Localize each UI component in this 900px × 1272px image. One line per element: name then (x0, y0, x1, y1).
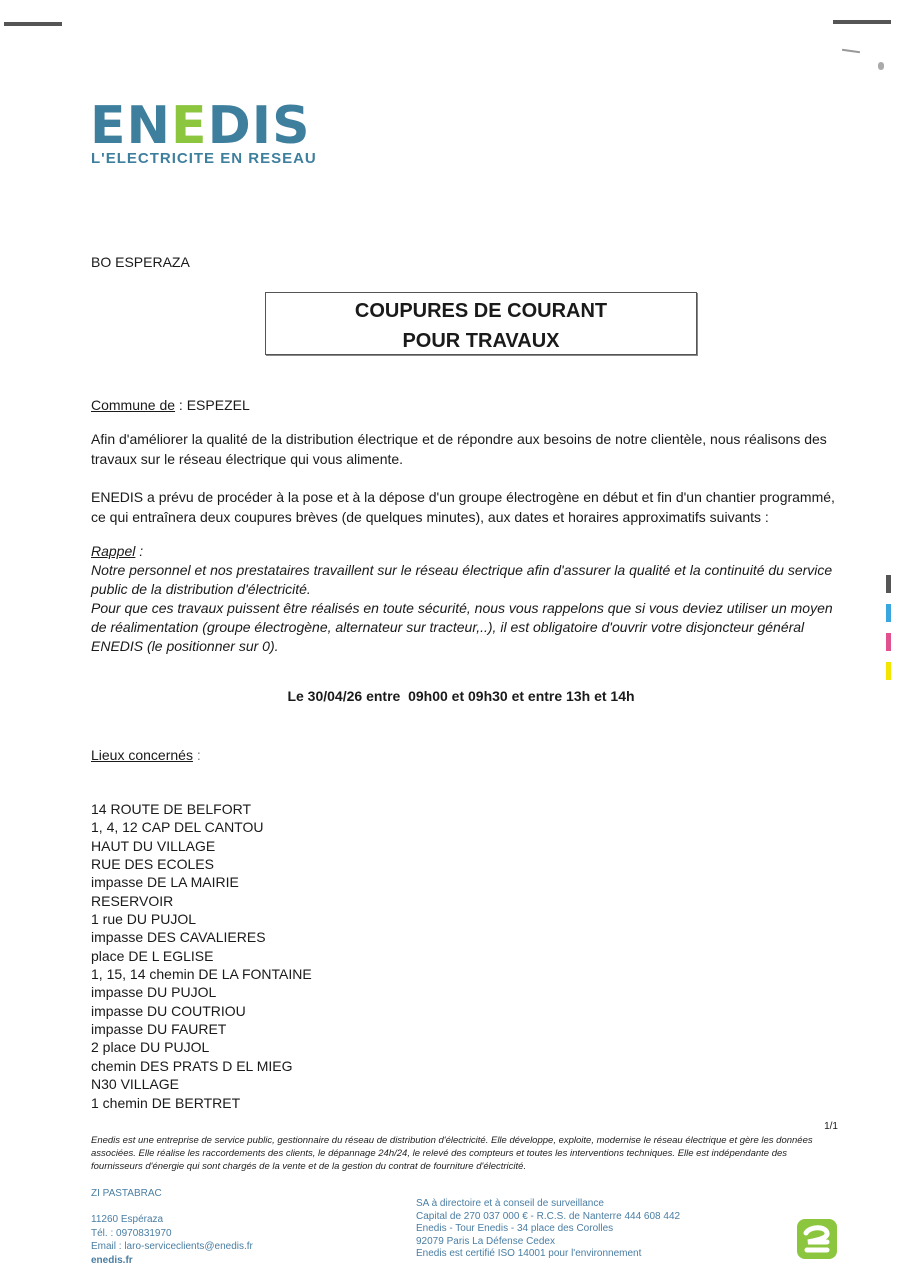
list-item: impasse DES CAVALIERES (91, 929, 266, 946)
list-item: RESERVOIR (91, 892, 174, 909)
scan-speck (842, 49, 860, 53)
reminder-line-1: Notre personnel et nos prestataires travaillent sur le réseau électrique afin d'assurer la qualité et la continuité du service public de la distribution d'électricité. (91, 562, 833, 597)
list-item: impasse DE LA MAIRIE (91, 874, 239, 891)
company-line: 92079 Paris La Défense Cedex (416, 1235, 555, 1247)
footer-address-zone: ZI PASTABRAC (91, 1188, 162, 1199)
reminder-label: Rappel (91, 543, 136, 559)
commune-label: Commune de (91, 397, 176, 413)
company-line: SA à directoire et à conseil de surveillance (416, 1198, 604, 1209)
address-list (91, 800, 312, 1112)
list-item: RUE DES ECOLES (91, 856, 214, 873)
print-mark-magenta (886, 633, 891, 651)
commune-line (91, 396, 250, 415)
reminder-line-2: Pour que ces travaux puissent être réalisés en toute sécurité, nous vous rappelons que si vous deviez utiliser un moyen de réalimentation (groupe électrogène, alternateur sur tracteur,..), il est obligatoire d'ouvrir votre disjoncteur général ENEDIS (le positionner sur 0). (91, 600, 833, 654)
footer-company-info (416, 1198, 680, 1261)
enedis-logo: ENEDIS (90, 96, 311, 156)
footer-city: 11260 Espéraza (91, 1214, 164, 1225)
scan-mark-top-right (833, 20, 891, 24)
commune-value: ESPEZEL (186, 397, 250, 413)
list-item: 2 place DU PUJOL (91, 1039, 210, 1056)
list-item: impasse DU COUTRIOU (91, 1002, 246, 1019)
title-line-2: POUR TRAVAUX (402, 330, 560, 352)
enedis-emblem-icon (796, 1218, 838, 1260)
company-line: Enedis - Tour Enedis - 34 place des Corolles (416, 1223, 614, 1235)
reminder-heading: Rappel : (91, 543, 144, 559)
notice-title-box (265, 292, 697, 355)
list-item: 1, 4, 12 CAP DEL CANTOU (91, 819, 264, 836)
print-mark-black (886, 575, 891, 593)
page-number: 1/1 (824, 1121, 838, 1132)
list-item: 14 ROUTE DE BELFORT (91, 801, 252, 817)
commune-separator: : (175, 397, 187, 413)
title-line-1: COUPURES DE COURANT (354, 300, 608, 322)
footer-website-link[interactable]: enedis.fr (91, 1254, 133, 1266)
list-item: chemin DES PRATS D EL MIEG (91, 1057, 293, 1074)
footer-email-link[interactable]: Email : laro-serviceclients@enedis.fr (91, 1241, 253, 1252)
office-name: BO ESPERAZA (91, 254, 190, 270)
scan-mark-top-left (4, 22, 62, 26)
footer-legal-note: Enedis est une entreprise de service public, gestionnaire du réseau de distribution d'électricité. Elle développe, exploite, modernise le réseau électrique et gère les données associées. Elle réalise les raccordements des clients, le dépannage 24h/24, le relevé des compteurs et toutes les interventions techniques. Elle est indépendante des fournisseurs d'énergie qui sont chargés de la vente et de la gestion du contrat de fourniture d'électricité. (91, 1135, 813, 1172)
footer-contact (91, 1213, 253, 1267)
list-item: impasse DU PUJOL (91, 984, 217, 1001)
print-mark-yellow (886, 662, 891, 680)
company-line: Enedis est certifié ISO 14001 pour l'environnement (416, 1248, 642, 1260)
list-item: 1 chemin DE BERTRET (91, 1094, 241, 1111)
outage-schedule: Le 30/04/26 entre 09h00 et 09h30 et entre 13h et 14h (287, 688, 635, 704)
list-item: 1 rue DU PUJOL (91, 911, 197, 928)
places-heading: Lieux concernés : (91, 747, 201, 763)
scan-speck (878, 62, 884, 70)
reminder-block (91, 542, 851, 656)
company-line: Capital de 270 037 000 € - R.C.S. de Nanterre 444 608 442 (416, 1210, 681, 1222)
print-mark-cyan (886, 604, 891, 622)
footer-phone: Tél. : 0970831970 (91, 1227, 172, 1239)
list-item: N30 VILLAGE (91, 1076, 179, 1093)
plan-paragraph: ENEDIS a prévu de procéder à la pose et à la dépose d'un groupe électrogène en début et fin d'un chantier programmé, ce qui entraînera deux coupures brèves (de quelques minutes), aux dates et horaires approximatifs suivants : (91, 489, 835, 525)
intro-paragraph: Afin d'améliorer la qualité de la distribution électrique et de répondre aux besoins de notre clientèle, nous réalisons des travaux sur le réseau électrique qui vous alimente. (91, 431, 827, 467)
list-item: 1, 15, 14 chemin DE LA FONTAINE (91, 966, 312, 983)
list-item: place DE L EGLISE (91, 947, 214, 964)
list-item: impasse DU FAURET (91, 1021, 227, 1038)
places-label: Lieux concernés (91, 747, 193, 763)
list-item: HAUT DU VILLAGE (91, 837, 216, 854)
logo-tagline: L'ELECTRICITE EN RESEAU (91, 150, 317, 167)
